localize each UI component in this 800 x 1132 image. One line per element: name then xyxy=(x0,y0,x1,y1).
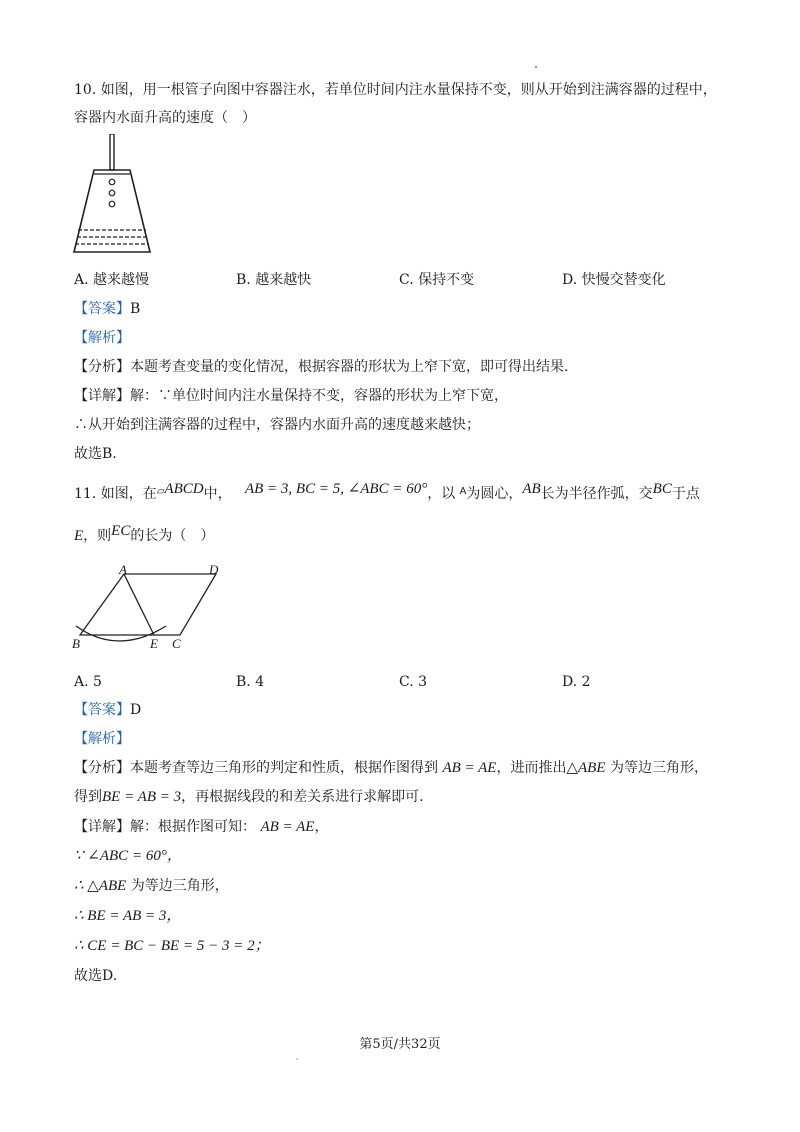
page-footer: 第5页/共32页 xyxy=(359,1037,441,1052)
q11-stem-e: 长为半径作弧，交 xyxy=(540,486,653,502)
q11-stem-line2 xyxy=(74,523,215,546)
q11-stem-line1 xyxy=(74,481,700,506)
q11-analysis xyxy=(74,729,130,749)
q10-stem-line2: 容器内水面升高的速度（ ） xyxy=(74,110,256,126)
answer-value: B xyxy=(130,301,141,317)
q10-choose: 故选B. xyxy=(74,446,117,462)
scan-dot-2 xyxy=(296,1058,298,1060)
xiangjie-a: 解：根据作图可知： xyxy=(130,819,256,835)
fenxi-text: 本题考查变量的变化情况，根据容器的形状为上窄下宽，即可得出结果. xyxy=(130,359,569,375)
fenxi-tag: 【分析】 xyxy=(74,359,130,375)
q11-ab: AB xyxy=(522,481,541,497)
q11-step1: ∵ ∠ABC = 60°， xyxy=(74,848,182,864)
xiangjie-tag: 【详解】 xyxy=(74,819,130,835)
q11-option-a: A. 5 xyxy=(74,674,102,690)
q10-option-b: B. 越来越快 xyxy=(236,272,312,288)
flask-outline xyxy=(74,170,150,252)
q10-container-figure xyxy=(70,134,170,264)
fenxi-eq1: AB = AE xyxy=(442,760,497,776)
q11-center: A xyxy=(459,486,467,497)
xiangjie-text: 解：∵单位时间内注水量保持不变，容器的形状为上窄下宽， xyxy=(130,388,508,404)
q10-option-a: A. 越来越慢 xyxy=(74,272,150,288)
q11-fenxi-line1 xyxy=(74,758,708,778)
label-e: E xyxy=(150,636,158,651)
q11-answer xyxy=(74,700,141,720)
q11-option-d: D. 2 xyxy=(562,674,591,690)
xiangjie-eq: AB = AE xyxy=(260,819,315,835)
q11-ec: EC xyxy=(111,523,131,539)
q11-stem-h: 的长为（ ） xyxy=(130,528,215,544)
step2-text: 为等边三角形， xyxy=(130,878,229,894)
q10-conclusion: ∴从开始到注满容器的过程中，容器内水面升高的速度越来越快； xyxy=(74,417,480,433)
q11-abcd: ABCD xyxy=(164,481,204,497)
answer-value: D xyxy=(130,702,142,718)
q10-answer xyxy=(74,299,140,319)
water-pipe xyxy=(110,134,114,170)
q10-stem-line1: 10. 如图，用一根管子向图中容器注水，若单位时间内注水量保持不变，则从开始到注满容器的过程中， xyxy=(74,82,717,98)
q11-option-b: B. 4 xyxy=(236,674,265,690)
step2-eq: ∴ △ABE xyxy=(74,878,127,894)
bubble-3 xyxy=(109,201,115,207)
xiangjie-tag: 【详解】 xyxy=(74,388,130,404)
q11-stem-a: 11. 如图，在 xyxy=(74,486,157,502)
q11-xiangjie xyxy=(74,817,328,837)
analysis-tag: 【解析】 xyxy=(74,330,130,346)
fenxi-eq2: BE = AB = 3 xyxy=(102,789,182,805)
fenxi-c: 为等边三角形， xyxy=(609,760,708,776)
q11-option-c: C. 3 xyxy=(399,674,428,690)
label-d: D xyxy=(209,562,219,577)
q10-option-d: D. 快慢交替变化 xyxy=(562,272,666,288)
answer-tag: 【答案】 xyxy=(74,301,130,317)
q10-xiangjie xyxy=(74,386,508,406)
answer-tag: 【答案】 xyxy=(74,702,130,718)
label-b: B xyxy=(72,636,80,651)
q10-fenxi xyxy=(74,357,568,377)
q11-stem-d: 为圆心， xyxy=(466,486,523,502)
xiangjie-b: ， xyxy=(314,819,329,835)
q11-fenxi-line2 xyxy=(74,787,424,807)
fenxi-tag: 【分析】 xyxy=(74,760,130,776)
q11-given: AB = 3, BC = 5, ∠ABC = 60° xyxy=(244,481,428,497)
q11-stem-g: ，则 xyxy=(83,528,112,544)
q11-stem-b: 中， xyxy=(203,486,232,502)
analysis-tag: 【解析】 xyxy=(74,731,130,747)
q11-bc: BC xyxy=(652,481,672,497)
parallelogram-symbol: ▱ xyxy=(156,486,165,497)
q11-choose: 故选D. xyxy=(74,968,118,984)
fenxi2-a: 得到 xyxy=(74,789,102,805)
q10-option-c: C. 保持不变 xyxy=(399,272,475,288)
bubble-1 xyxy=(109,179,115,185)
fenxi-a: 本题考查等边三角形的判定和性质，根据作图得到 xyxy=(130,760,438,776)
fenxi-b: ，进而推出 xyxy=(496,760,567,776)
q11-step2 xyxy=(74,876,229,896)
label-c: C xyxy=(172,636,181,651)
q11-stem-f: 于点 xyxy=(671,486,700,502)
q11-stem-c: ，以 xyxy=(427,486,456,502)
q10-analysis xyxy=(74,328,130,348)
segment-ae xyxy=(124,574,154,635)
q11-step4: ∴ CE = BC − BE = 5 − 3 = 2； xyxy=(74,938,270,954)
label-a: A xyxy=(119,562,127,577)
q11-step3: ∴ BE = AB = 3， xyxy=(74,908,182,924)
bubble-2 xyxy=(109,190,115,196)
fenxi2-b: ，再根据线段的和差关系进行求解即可. xyxy=(181,789,424,805)
q11-e: E xyxy=(74,528,84,544)
fenxi-tri-abe: △ABE xyxy=(566,760,606,776)
parallelogram-abcd xyxy=(80,574,216,635)
scan-dot xyxy=(535,66,537,68)
